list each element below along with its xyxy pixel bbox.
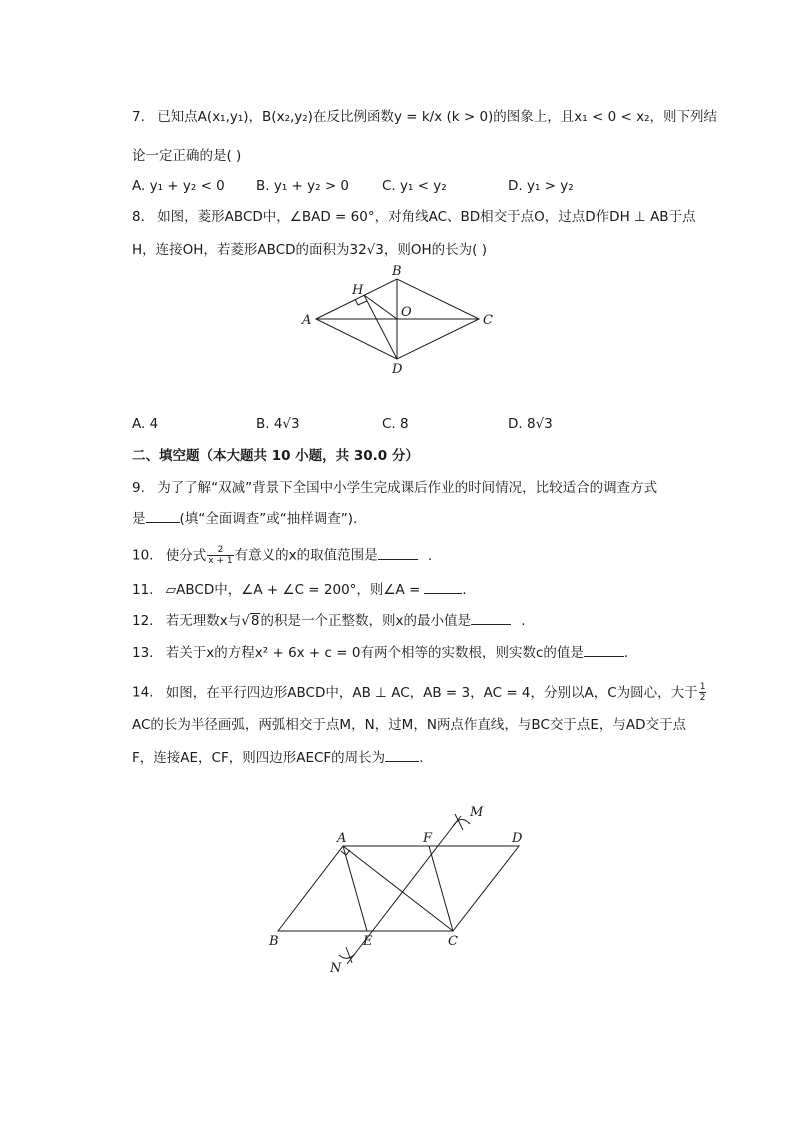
q7-line1: [132, 108, 717, 126]
q8-text-line1: 如图，菱形ABCD中，∠BAD = 60°，对角线AC、BD相交于点O，过点D作DH ⊥ AB于点: [157, 209, 696, 225]
q12-radicand: 8: [250, 613, 260, 629]
section-2-heading: 二、填空题（本大题共 10 小题，共 30.0 分）: [132, 448, 419, 464]
q8-option-a[interactable]: A. 4: [132, 416, 159, 432]
q11-end: .: [462, 582, 467, 598]
q14-fraction-denominator: 2: [699, 693, 706, 703]
q14-answer-blank[interactable]: [385, 749, 419, 762]
q12-line: [132, 612, 526, 630]
q11-line: [132, 581, 467, 599]
q9-answer-blank[interactable]: [146, 510, 180, 523]
q8-label-b: B: [392, 264, 402, 279]
q9-text-post: (填“全面调查”或“抽样调查”).: [179, 511, 358, 527]
q14-label-m: M: [470, 805, 484, 820]
q8-option-b[interactable]: B. 4√3: [256, 416, 300, 432]
q7-option-a[interactable]: A. y₁ + y₂ < 0: [132, 178, 225, 194]
q8-option-c[interactable]: C. 8: [382, 416, 409, 432]
q7-option-d[interactable]: D. y₁ > y₂: [508, 178, 574, 194]
q14-label-d: D: [512, 831, 523, 846]
q7-text-line1: 已知点A(x₁,y₁)，B(x₂,y₂)在反比例函数y = k/x (k > 0)的图象上，且x₁ < 0 < x₂，则下列结: [157, 109, 717, 125]
q8-line1: [132, 208, 696, 226]
q13-line: [132, 644, 628, 662]
q8-number: 8.: [132, 209, 145, 225]
q14-text-line1: 如图，在平行四边形ABCD中，AB ⊥ AC，AB = 3，AC = 4，分别以A，C为圆心，大于: [165, 684, 698, 701]
q11-text: ▱ABCD中，∠A + ∠C = 200°，则∠A =: [165, 582, 421, 598]
q14-label-a: A: [337, 831, 347, 846]
q11-answer-blank[interactable]: [424, 581, 462, 594]
q14-end: .: [419, 750, 424, 766]
q10-text-pre: 使分式: [165, 547, 207, 564]
q14-number: 14.: [132, 684, 154, 701]
q13-end: .: [623, 645, 629, 661]
q14-text-line3: F，连接AE，CF，则四边形AECF的周长为: [132, 750, 386, 766]
q8-label-c: C: [483, 313, 493, 328]
sqrt-symbol-icon: √: [241, 613, 250, 629]
q10-end: .: [427, 547, 433, 564]
q10-fraction-denominator: x + 1: [208, 556, 233, 566]
q7-line2: 论一定正确的是( ): [132, 148, 242, 164]
q14-label-c: C: [448, 934, 458, 949]
q14-fraction: [699, 682, 707, 703]
q12-end: .: [521, 613, 526, 629]
q12-text-pre: 若无理数x与: [165, 613, 242, 629]
q9-text-line1: 为了了解“双减”背景下全国中小学生完成课后作业的时间情况，比较适合的调查方式: [157, 480, 658, 496]
q10-answer-blank[interactable]: [378, 547, 418, 560]
q8-label-d: D: [392, 362, 403, 377]
q9-line2: [132, 510, 357, 528]
q8-label-a: A: [302, 313, 312, 328]
q9-text-pre: 是: [132, 511, 146, 527]
q13-number: 13.: [132, 645, 154, 661]
q7-number: 7.: [132, 109, 145, 125]
q14-line1: [132, 682, 707, 703]
q10-text-post: 有意义的x的取值范围是: [234, 547, 378, 564]
q9-number: 9.: [132, 480, 145, 496]
q14-label-b: B: [269, 934, 279, 949]
q11-number: 11.: [132, 582, 154, 598]
q14-fraction-numerator: 1: [699, 682, 706, 692]
q10-fraction-numerator: 2: [207, 545, 233, 556]
q9-line1: [132, 479, 657, 497]
q14-label-n: N: [330, 961, 342, 976]
q12-text-post: 的积是一个正整数，则x的最小值是: [260, 613, 471, 629]
q10-fraction: [207, 545, 233, 566]
q12-number: 12.: [132, 613, 154, 629]
q14-label-f: F: [423, 831, 433, 846]
q13-answer-blank[interactable]: [584, 644, 624, 657]
q8-label-o: O: [401, 305, 412, 320]
q7-option-b[interactable]: B. y₁ + y₂ > 0: [256, 178, 350, 194]
q12-answer-blank[interactable]: [471, 612, 511, 625]
q8-label-h: H: [352, 283, 364, 298]
q14-label-e: E: [363, 934, 373, 949]
q14-line3: [132, 749, 423, 767]
q14-line2: AC的长为半径画弧，两弧相交于点M，N，过M，N两点作直线，与BC交于点E，与AD交于点: [132, 717, 687, 733]
q10-line: [132, 545, 432, 566]
q7-option-c[interactable]: C. y₁ < y₂: [382, 178, 447, 194]
q8-line2: H，连接OH，若菱形ABCD的面积为32√3，则OH的长为( ): [132, 242, 487, 258]
q8-option-d[interactable]: D. 8√3: [508, 416, 553, 432]
q10-number: 10.: [132, 547, 154, 564]
q13-text: 若关于x的方程x² + 6x + c = 0有两个相等的实数根，则实数c的值是: [165, 645, 584, 661]
